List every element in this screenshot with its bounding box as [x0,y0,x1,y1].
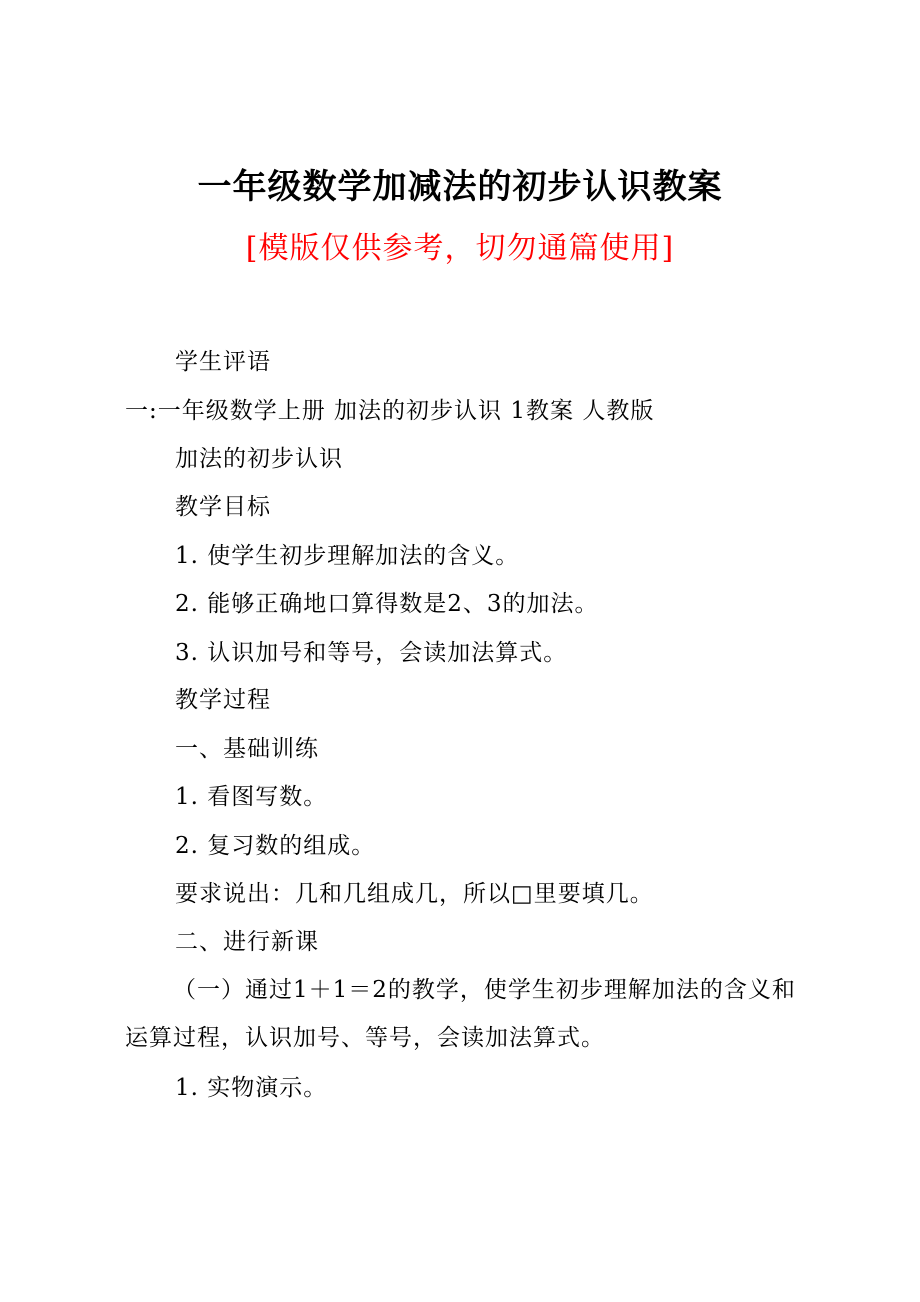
basic-training-heading: 一、基础训练 [175,736,319,762]
teaching-process-heading: 教学过程 [175,687,271,713]
lesson-title: 加法的初步认识 [175,446,343,472]
new-lesson-heading: 二、进行新课 [175,929,319,955]
training-item-1: 1. 看图写数。 [175,784,328,810]
document-title: 一年级数学加减法的初步认识教案 [197,167,723,207]
teaching-goals-heading: 教学目标 [175,494,271,520]
new-lesson-paragraph: （一）通过1＋1＝2的教学，使学生初步理解加法的含义和运算过程，认识加号、等号，会读加法算式。 [125,977,796,1051]
demo-item-1: 1. 实物演示。 [175,1075,328,1101]
requirement-text: 要求说出：几和几组成几，所以□里要填几。 [175,881,654,907]
goal-item-1: 1. 使学生初步理解加法的含义。 [175,543,520,569]
section-heading-1: 一:一年级数学上册 加法的初步认识 1教案 人教版 [125,398,655,424]
template-notice: [模版仅供参考，切勿通篇使用] [245,231,675,266]
goal-item-3: 3. 认识加号和等号，会读加法算式。 [175,640,568,666]
goal-item-2: 2. 能够正确地口算得数是2、3的加法。 [175,591,599,617]
student-comment-heading: 学生评语 [175,349,271,375]
training-item-2: 2. 复习数的组成。 [175,833,376,859]
